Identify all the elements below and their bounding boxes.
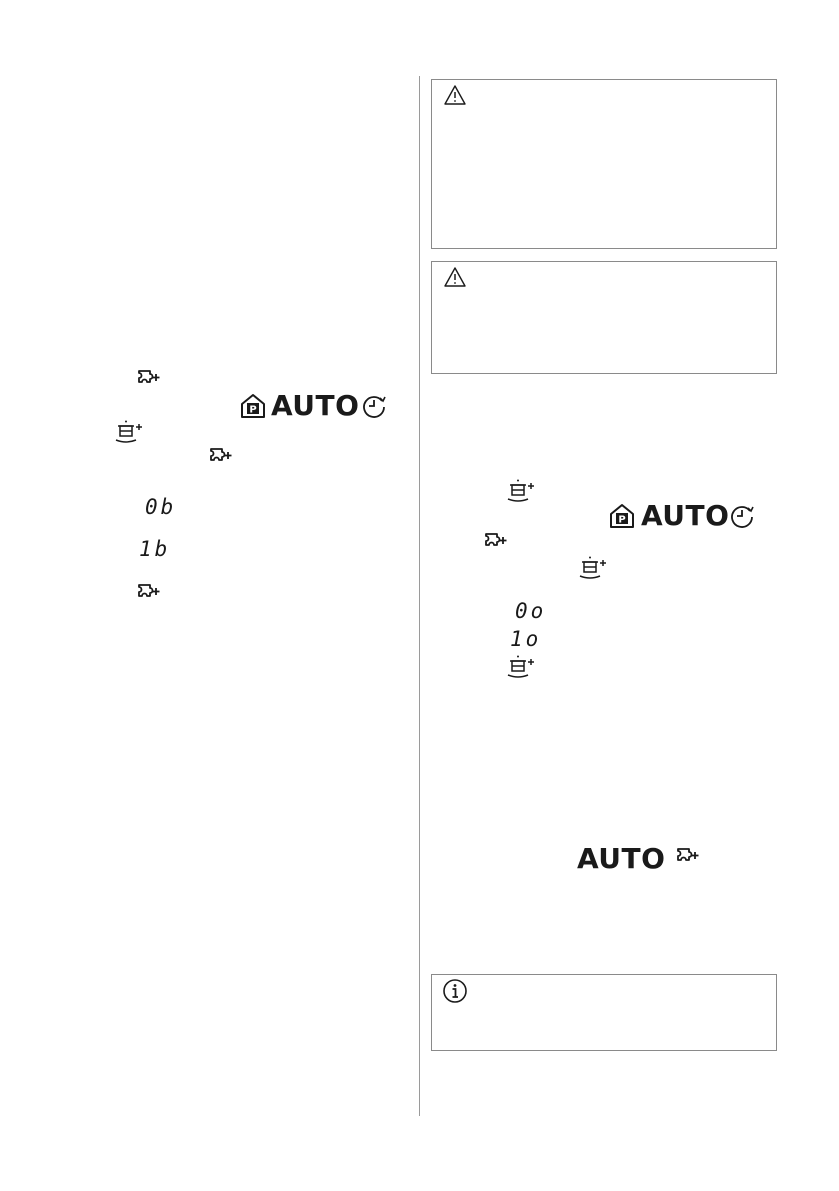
house-p-icon — [240, 393, 266, 419]
display-code: 0o — [515, 599, 547, 623]
puzzle-plus-icon — [483, 531, 511, 555]
auto-label: AUTO — [641, 499, 730, 532]
puzzle-plus-icon — [208, 446, 236, 470]
info-circle-icon — [442, 978, 468, 1004]
pot-plus-icon — [115, 419, 145, 447]
puzzle-plus-icon — [675, 846, 703, 870]
warning-box — [431, 79, 777, 249]
display-code: 0b — [145, 495, 177, 519]
puzzle-plus-icon — [136, 368, 164, 392]
pot-plus-icon — [507, 654, 537, 682]
house-p-icon — [609, 503, 635, 529]
info-box — [431, 974, 777, 1051]
puzzle-plus-icon — [136, 582, 164, 606]
warning-triangle-icon — [443, 84, 467, 106]
pot-plus-icon — [579, 555, 609, 583]
display-code: 1o — [510, 627, 542, 651]
pot-plus-icon — [507, 478, 537, 506]
warning-triangle-icon — [443, 266, 467, 288]
display-code: 1b — [139, 537, 171, 561]
clock-icon — [361, 393, 387, 419]
auto-label: AUTO — [271, 389, 360, 422]
auto-label: AUTO — [577, 842, 666, 875]
column-divider — [419, 76, 420, 1116]
clock-icon — [729, 503, 755, 529]
warning-box — [431, 261, 777, 374]
